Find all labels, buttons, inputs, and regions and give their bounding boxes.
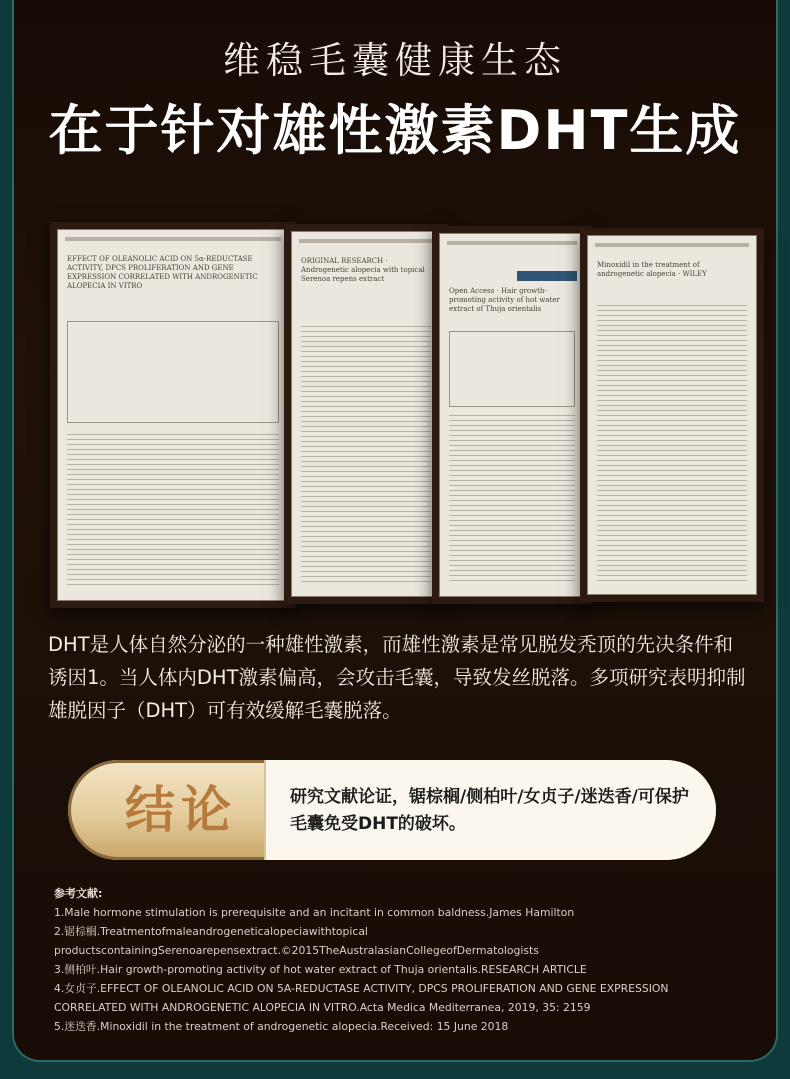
conclusion-label: 结论 bbox=[125, 781, 237, 839]
headline-line-2: 在于针对雄性激素DHT生成 bbox=[48, 99, 742, 162]
paper-body-text bbox=[597, 305, 747, 583]
conclusion-text: 研究文献论证，锯棕榈/侧柏叶/女贞子/迷迭香/可保护毛囊免受DHT的破坏。 bbox=[290, 787, 689, 834]
paper-header-rule bbox=[299, 239, 433, 243]
headline-line-1: 维稳毛囊健康生态 bbox=[223, 39, 567, 82]
paper-abstract-box bbox=[67, 321, 279, 423]
reference-item: 3.侧柏叶.Hair growth-promoting activity of hot water extract of Thuja orientalis.RESEARCH ARTICLE bbox=[54, 963, 587, 976]
research-papers-collage bbox=[40, 210, 760, 610]
reference-item: productscontainingSerenoarepensextract.©2015TheAustralasianCollegeofDermatologists bbox=[54, 944, 539, 957]
conclusion-text-box bbox=[264, 760, 716, 860]
paper-title: ORIGINAL RESEARCH · Androgenetic alopecia with topical Serenoa repens extract bbox=[301, 257, 425, 283]
paper-thuja-orientalis bbox=[432, 226, 592, 604]
reference-item: CORRELATED WITH ANDROGENETIC ALOPECIA IN VITRO.Acta Medica Mediterranea, 2019, 35: 2159 bbox=[54, 1001, 591, 1014]
references-heading: 参考文献: bbox=[54, 887, 103, 900]
dht-explanation-paragraph: DHT是人体自然分泌的一种雄性激素，而雄性激素是常见脱发秃顶的先决条件和诱因1。当人体内DHT激素偏高，会攻击毛囊，导致发丝脱落。多项研究表明抑制雄脱因子（DHT）可有效缓解毛囊脱落。 bbox=[48, 633, 746, 722]
paper-header-rule bbox=[65, 237, 281, 241]
reference-item: 2.锯棕榈.Treatmentofmaleandrogeneticalopeciawithtopical bbox=[54, 925, 368, 938]
open-access-badge bbox=[517, 271, 577, 281]
reference-item: 5.迷迭香.Minoxidil in the treatment of androgenetic alopecia.Received: 15 June 2018 bbox=[54, 1020, 509, 1033]
paper-title: Minoxidil in the treatment of androgenetic alopecia · WILEY bbox=[597, 261, 707, 278]
conclusion-banner bbox=[68, 760, 716, 860]
paper-minoxidil bbox=[580, 228, 764, 602]
reference-item: 4.女贞子.EFFECT OF OLEANOLIC ACID ON 5A-REDUCTASE ACTIVITY, DPCS PROLIFERATION AND GENE EXPRESSION bbox=[54, 982, 669, 995]
paper-oleanolic-acid bbox=[50, 222, 296, 608]
reference-item: 1.Male hormone stimulation is prerequisite and an incitant in common baldness.James Hamilton bbox=[54, 906, 575, 919]
paper-abstract-box bbox=[449, 331, 575, 407]
paper-body-text bbox=[301, 326, 431, 585]
paper-body-text bbox=[449, 415, 575, 585]
paper-title: EFFECT OF OLEANOLIC ACID ON 5α-REDUCTASE ACTIVITY, DPCS PROLIFERATION AND GENE EXPRESSION CORRELATED WITH ANDROGENETIC ALOPECIA IN VITRO bbox=[67, 255, 258, 290]
paper-serenoa-repens bbox=[284, 224, 448, 604]
references-section bbox=[54, 884, 754, 1036]
paper-header-rule bbox=[595, 243, 749, 247]
paper-header-rule bbox=[447, 241, 577, 245]
paper-title: Open Access · Hair growth-promoting activity of hot water extract of Thuja orientalis bbox=[449, 287, 560, 313]
paper-body-text bbox=[67, 434, 279, 589]
